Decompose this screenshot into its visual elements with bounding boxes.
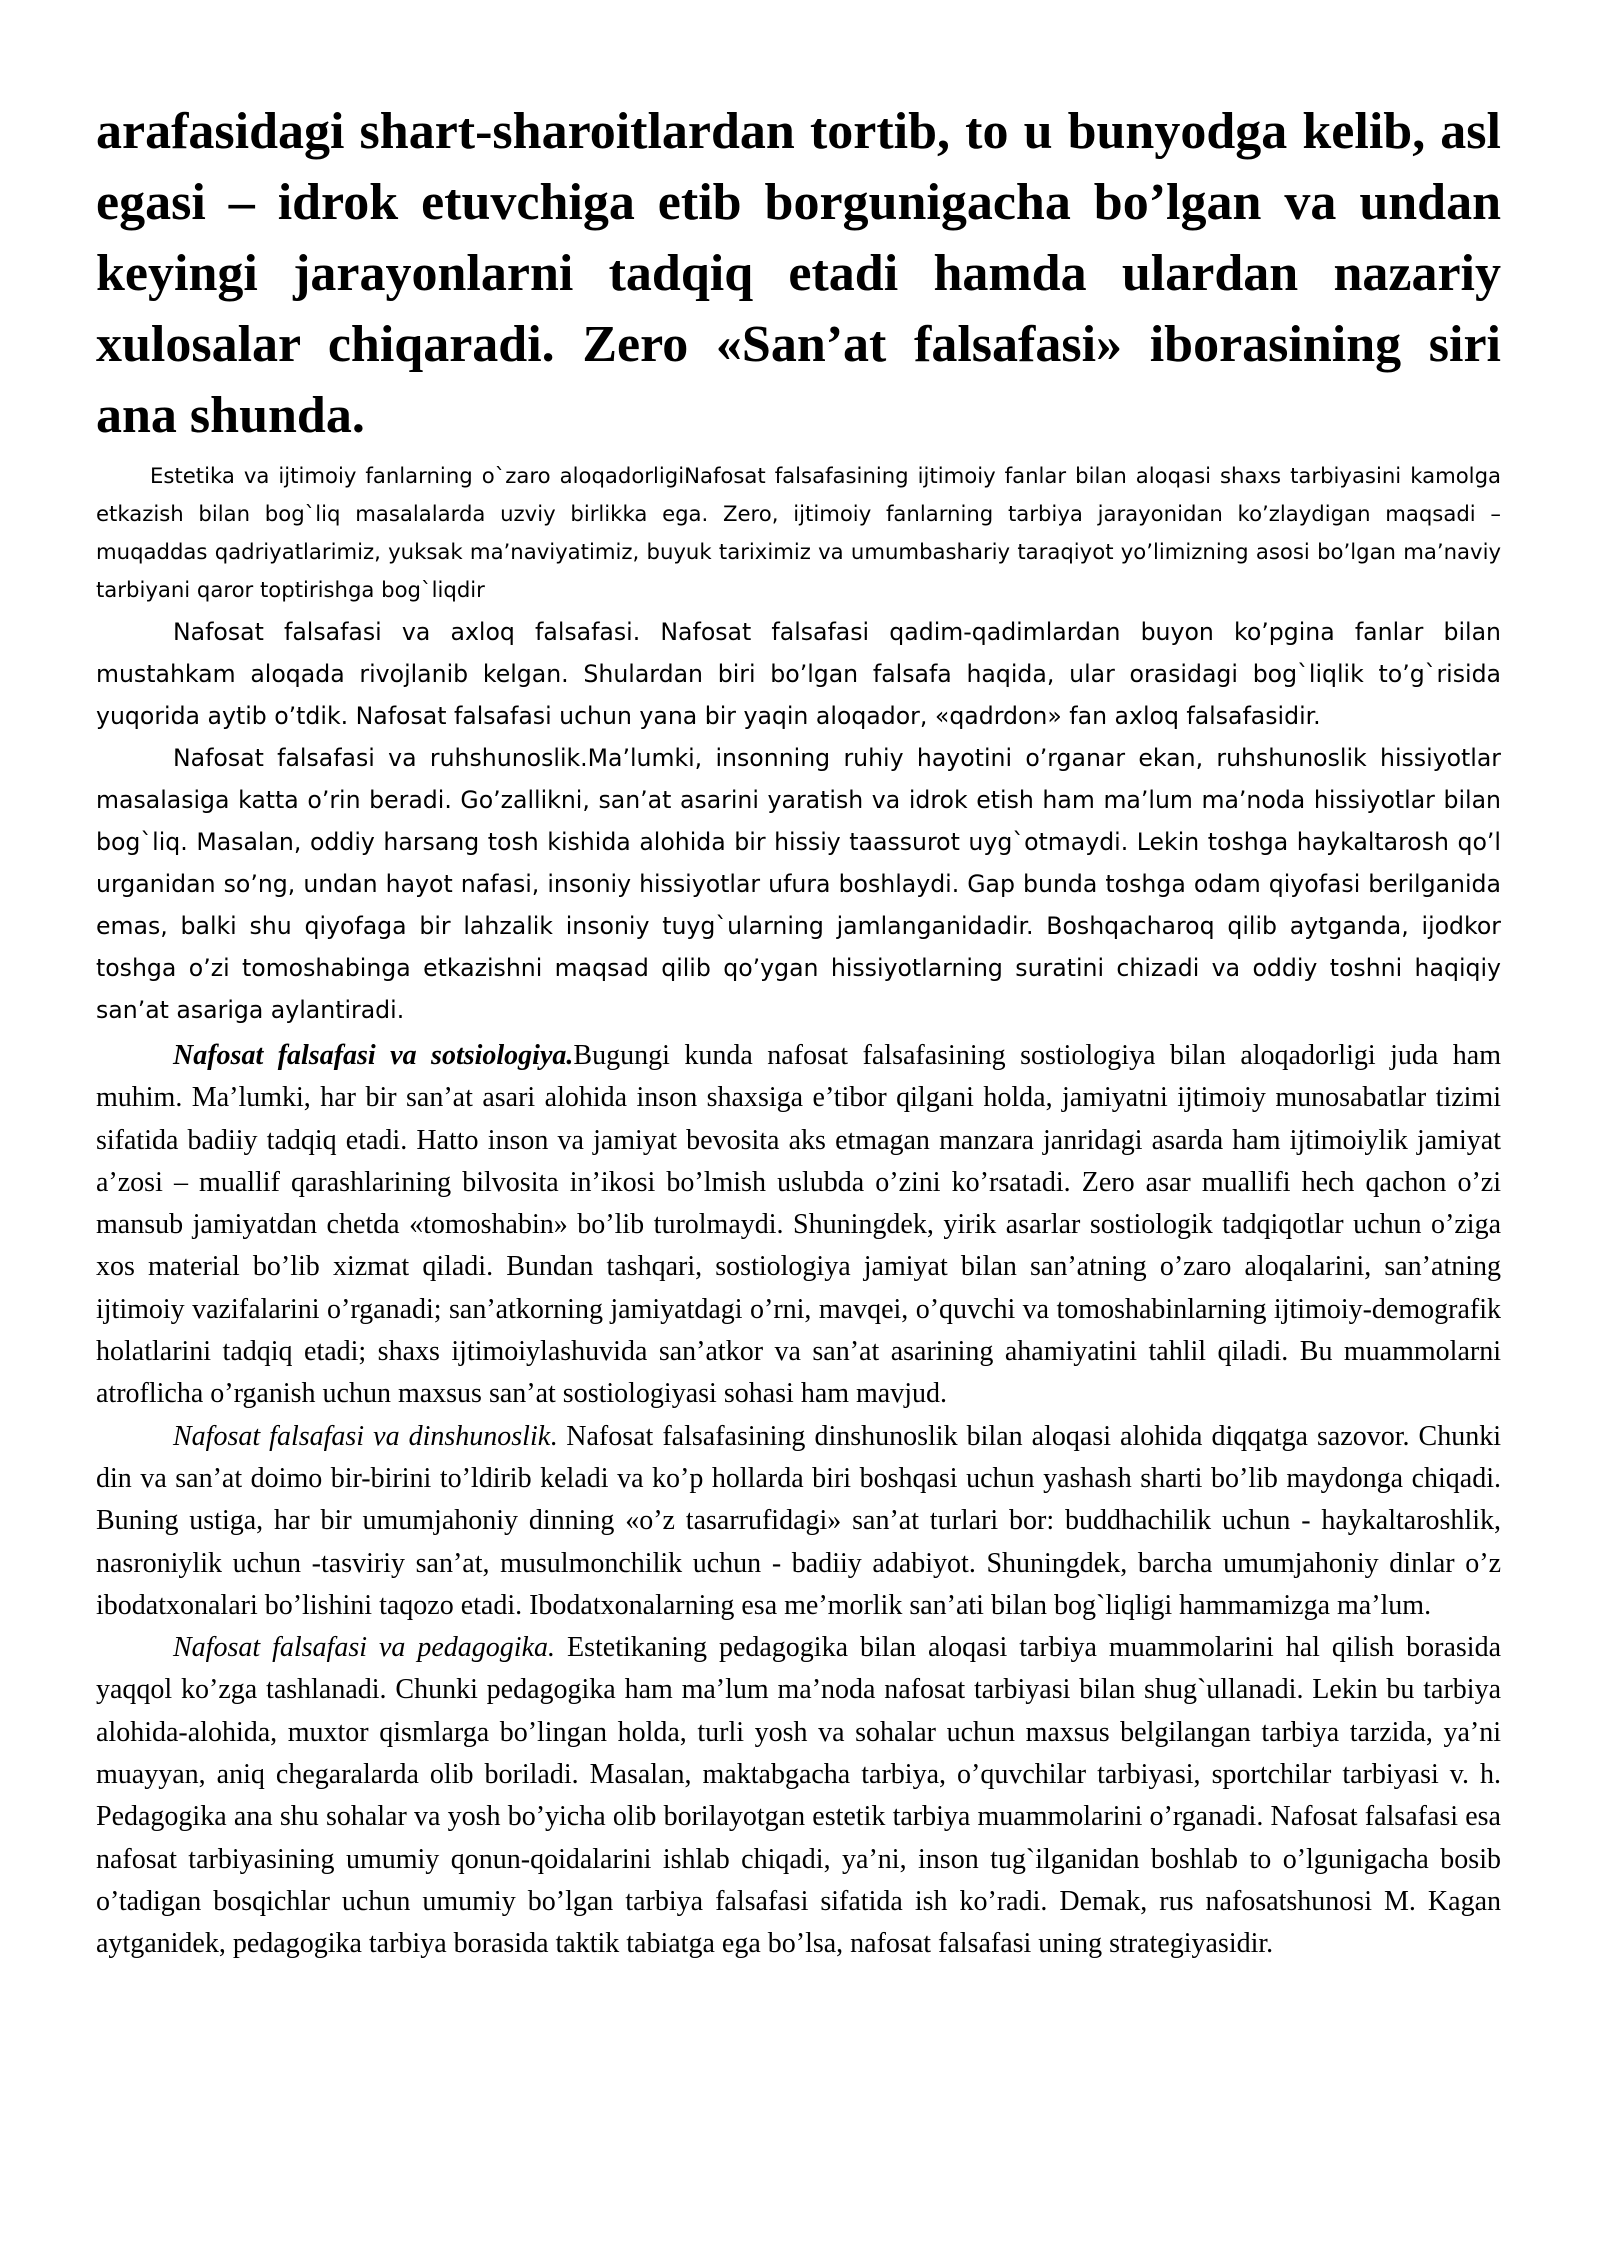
paragraph-dinshunoslik-title: Nafosat falsafasi va dinshunoslik xyxy=(173,1420,551,1452)
paragraph-pedagogika-title: Nafosat falsafasi va pedagogika. xyxy=(173,1632,556,1664)
document-page xyxy=(96,96,1501,1966)
paragraph-sotsiologiya xyxy=(96,1035,1501,1416)
paragraph-pedagogika xyxy=(96,1627,1501,1965)
paragraph-estetika-ijtimoiy: Estetika va ijtimoiy fanlarning o`zaro aloqadorligiNafosat falsafasining ijtimoiy fanlar bilan aloqasi shaxs tarbiyasini kamolga etkazish bilan bog`liq masalalarda uzviy birlikka ega. Zero, ijtimoiy fanlarning tarbiya jarayonidan ko’zlaydigan maqsadi – muqaddas qadriyatlarimiz, yuksak ma’naviyatimiz, buyuk tariximiz va umumbashariy taraqiyot yo’limizning asosi bo’lgan ma’naviy tarbiyani qaror toptirishga bog`liqdir xyxy=(96,463,1501,602)
paragraph-sotsiologiya-body: Bugungi kunda nafosat falsafasining sostiologiya bilan aloqadorligi juda ham muhim. Ma’lumki, har bir san’at asari alohida inson shaxsiga e’tibor qilgani holda, jamiyatni ijtimoiy munosabatlar tizimi sifatida badiiy tadqiq etadi. Hatto inson va jamiyat bevosita aks etmagan manzara janridagi asarda ham ijtimoiylik jamiyat a’zosi – muallif qarashlarining bilvosita in’ikosi bo’lmish uslubda o’zini ko’rsatadi. Zero asar muallifi hech qachon o’zi mansub jamiyatdan chetda «tomoshabin» bo’lib turolmaydi. Shuningdek, yirik asarlar sostiologik tadqiqotlar uchun o’ziga xos material bo’lib xizmat qiladi. Bundan tashqari, sostiologiya jamiyat bilan san’atning o’zaro aloqalarini, san’atning ijtimoiy vazifalarini o’rganadi; san’atkorning jamiyatdagi o’rni, mavqei, o’quvchi va tomoshabinlarning ijtimoiy-demografik holatlarini tadqiq etadi; shaxs ijtimoiylashuvida san’atkor va san’at asarining ahamiyatini tahlil qiladi. Bu muammolarni atroflicha o’rganish uchun maxsus san’at sostiologiyasi sohasi ham mavjud. xyxy=(96,1040,1501,1410)
paragraph-dinshunoslik-body: . Nafosat falsafasining dinshunoslik bilan aloqasi alohida diqqatga sazovor. Chunki din va san’at doimo bir-birini to’ldirib keladi va ko’p hollarda biri boshqasi uchun yashash sharti bo’lib maydonga chiqadi. Buning ustiga, har bir umumjahoniy dinning «o’z tasarrufidagi» san’at turlari bor: buddhachilik uchun - haykaltaroshlik, nasroniylik uchun -tasviriy san’at, musulmonchilik uchun - badiiy adabiyot. Shuningdek, barcha umumjahoniy dinlar o’z ibodatxonalari bo’lishini taqozo etadi. Ibodatxonalarning esa me’morlik san’ati bilan bog`liqligi hammamizga ma’lum. xyxy=(96,1420,1501,1621)
paragraph-pedagogika-body: Estetikaning pedagogika bilan aloqasi tarbiya muammolarini hal qilish borasida yaqqol ko’zga tashlanadi. Chunki pedagogika ham ma’lum ma’noda nafosat tarbiyasi bilan shug`ullanadi. Lekin bu tarbiya alohida-alohida, muxtor qismlarga bo’lingan holda, turli yosh va sohalar uchun maxsus belgilangan tarbiya tarzida, ya’ni muayyan, aniq chegaralarda olib boriladi. Masalan, maktabgacha tarbiya, o’quvchilar tarbiyasi, sportchilar tarbiyasi v. h. Pedagogika ana shu sohalar va yosh bo’yicha olib borilayotgan estetik tarbiya muammolarini o’rganadi. Nafosat falsafasi esa nafosat tarbiyasining umumiy qonun-qoidalarini ishlab chiqadi, ya’ni, inson tug`ilganidan boshlab to o’lgunigacha bosib o’tadigan bosqichlar uchun umumiy bo’lgan tarbiya falsafasi sifatida ish ko’radi. Demak, rus nafosatshunosi M. Kagan aytganidek, pedagogika tarbiya borasida taktik tabiatga ega bo’lsa, nafosat falsafasi uning strategiyasidir. xyxy=(96,1632,1501,1960)
paragraph-dinshunoslik xyxy=(96,1416,1501,1627)
paragraph-ruhshunoslik: Nafosat falsafasi va ruhshunoslik.Ma’lumki, insonning ruhiy hayotini o’rganar ekan, ruhshunoslik hissiyotlar masalasiga katta o’rin beradi. Go’zallikni, san’at asarini yaratish va idrok etish ham ma’lum ma’noda hissiyotlar bilan bog`liq. Masalan, oddiy harsang tosh kishida alohida bir hissiy taassurot uyg`otmaydi. Lekin toshga haykaltarosh qo’l urganidan so’ng, undan hayot nafasi, insoniy hissiyotlar ufura boshlaydi. Gap bunda toshga odam qiyofasi berilganida emas, balki shu qiyofaga bir lahzalik insoniy tuyg`ularning jamlanganidadir. Boshqacharoq qilib aytganda, ijodkor toshga o’zi tomoshabinga etkazishni maqsad qilib qo’ygan hissiyotlarning suratini chizadi va oddiy toshni haqiqiy san’at asariga aylantiradi. xyxy=(96,744,1501,1024)
heading-paragraph: arafasidagi shart-sharoitlardan tortib, to u bunyodga kelib, asl egasi – idrok etuvchiga etib borgunigacha bo’lgan va undan keyingi jarayonlarni tadqiq etadi hamda ulardan nazariy xulosalar chiqaradi. Zero «San’at falsafasi» iborasining siri ana shunda. xyxy=(96,103,1501,444)
paragraph-axloq-falsafasi: Nafosat falsafasi va axloq falsafasi. Nafosat falsafasi qadim-qadimlardan buyon ko’pgina fanlar bilan mustahkam aloqada rivojlanib kelgan. Shulardan biri bo’lgan falsafa haqida, ular orasidagi bog`liqlik to’g`risida yuqorida aytib o’tdik. Nafosat falsafasi uchun yana bir yaqin aloqador, «qadrdon» fan axloq falsafasidir. xyxy=(96,618,1501,730)
paragraph-sotsiologiya-title: Nafosat falsafasi va sotsiologiya. xyxy=(173,1040,574,1071)
